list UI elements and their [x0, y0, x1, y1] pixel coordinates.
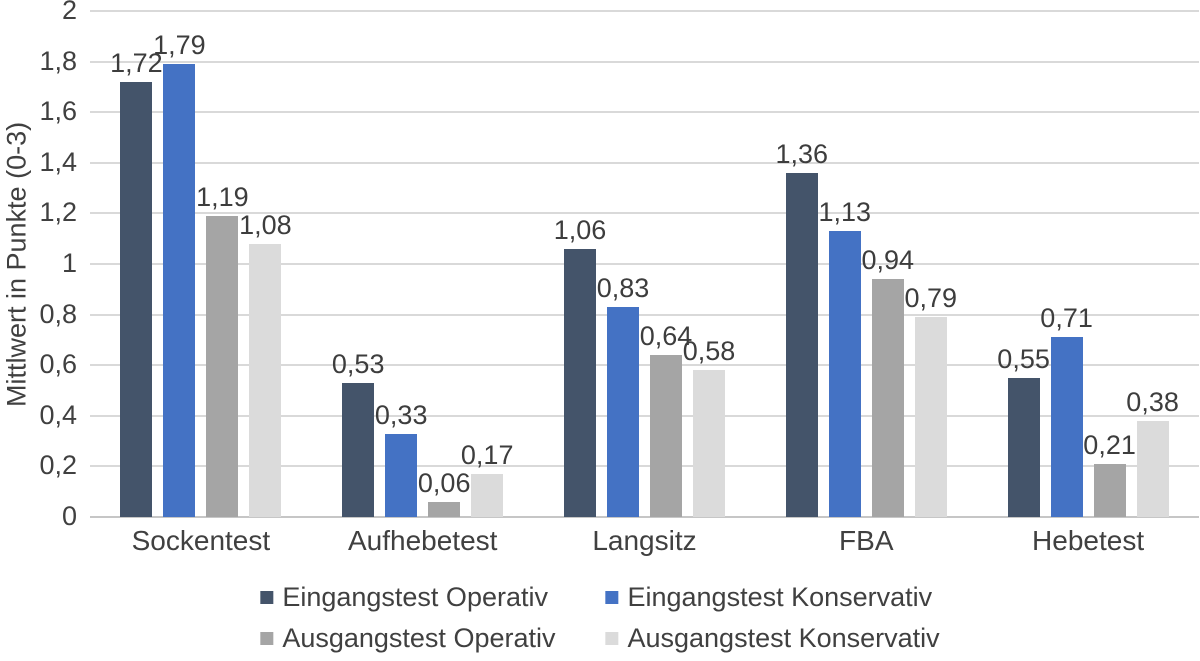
bar-value-label-ausgangstest-konservativ-fba: 0,79 — [904, 283, 958, 314]
bar-eingangstest-konservativ-sockentest — [153, 30, 206, 517]
bar-eingangstest-konservativ-fba — [818, 197, 872, 517]
bar-value-label-eingangstest-operativ-sockentest: 1,72 — [110, 47, 163, 78]
bar-ausgangstest-konservativ-langsitz — [682, 336, 736, 517]
bar-ausgangstest-konservativ-aufhebetest — [460, 440, 514, 517]
bar-value-label-eingangstest-konservativ-sockentest: 1,79 — [153, 30, 206, 61]
bar-value-label-eingangstest-operativ-hebetest: 0,55 — [997, 343, 1050, 374]
y-tick-label-0-4: 0,4 — [39, 399, 77, 430]
y-tick-label-1-6: 1,6 — [39, 96, 77, 127]
legend-item-eingangstest-operativ — [260, 583, 555, 613]
bar-ausgangstest-operativ-hebetest — [1083, 429, 1136, 517]
x-category-label-hebetest: Hebetest — [1032, 525, 1145, 556]
bar-value-label-ausgangstest-konservativ-sockentest: 1,08 — [239, 209, 292, 240]
bar-value-label-ausgangstest-operativ-fba: 0,94 — [861, 245, 915, 276]
legend-item-ausgangstest-konservativ — [605, 624, 939, 654]
bar-ausgangstest-operativ-aufhebetest — [417, 467, 471, 517]
plot-area — [90, 11, 1199, 517]
bar-eingangstest-konservativ-hebetest — [1040, 303, 1093, 517]
legend-label: Eingangstest Konservativ — [627, 582, 933, 612]
bar-value-label-eingangstest-operativ-langsitz: 1,06 — [553, 214, 607, 245]
bar-value-label-ausgangstest-konservativ-hebetest: 0,38 — [1126, 386, 1179, 417]
bar-ausgangstest-konservativ-sockentest — [239, 209, 292, 517]
legend — [260, 583, 939, 653]
bar-groups — [90, 11, 1199, 517]
legend-label: Eingangstest Operativ — [282, 582, 548, 612]
bar-value-label-ausgangstest-konservativ-langsitz: 0,58 — [682, 336, 736, 367]
x-category-label-fba: FBA — [839, 525, 894, 556]
legend-swatch-icon — [260, 591, 273, 604]
bar-value-label-eingangstest-konservativ-hebetest: 0,71 — [1040, 303, 1093, 334]
y-tick-label-1-4: 1,4 — [39, 146, 77, 177]
bar-value-label-ausgangstest-konservativ-aufhebetest: 0,17 — [460, 440, 514, 470]
legend-swatch-icon — [260, 632, 273, 645]
bar-ausgangstest-operativ-fba — [861, 245, 915, 517]
bar-eingangstest-operativ-hebetest — [997, 343, 1050, 517]
y-tick-label-0-2: 0,2 — [39, 450, 77, 481]
bar-group-aufhebetest — [312, 11, 534, 517]
bar-value-label-ausgangstest-operativ-langsitz: 0,64 — [639, 321, 693, 352]
bar-value-label-eingangstest-konservativ-fba: 1,13 — [818, 197, 872, 228]
bar-eingangstest-konservativ-langsitz — [596, 273, 650, 517]
bar-value-label-ausgangstest-operativ-sockentest: 1,19 — [196, 181, 249, 212]
bar-value-label-eingangstest-konservativ-langsitz: 0,83 — [596, 273, 650, 304]
bar-eingangstest-operativ-langsitz — [553, 214, 607, 517]
legend-label: Ausgangstest Operativ — [282, 622, 556, 653]
y-axis-title: Mittlwert in Punkte (0-3) — [1, 121, 32, 407]
bar-ausgangstest-operativ-langsitz — [639, 321, 693, 517]
legend-label: Ausgangstest Konservativ — [627, 622, 940, 653]
bar-group-langsitz — [534, 11, 756, 517]
bar-ausgangstest-operativ-sockentest — [196, 181, 249, 517]
x-axis-category-labels — [90, 526, 1199, 557]
legend-item-ausgangstest-operativ — [260, 624, 555, 654]
y-tick-label-0-6: 0,6 — [39, 349, 77, 380]
y-tick-label-2: 2 — [61, 0, 77, 25]
x-category-label-sockentest: Sockentest — [131, 525, 271, 556]
bar-value-label-eingangstest-konservativ-aufhebetest: 0,33 — [374, 399, 428, 430]
bar-eingangstest-konservativ-aufhebetest — [374, 399, 428, 517]
bar-value-label-ausgangstest-operativ-hebetest: 0,21 — [1083, 429, 1136, 460]
y-axis-tick-labels — [0, 0, 77, 531]
bar-ausgangstest-konservativ-hebetest — [1126, 386, 1179, 517]
y-tick-label-1: 1 — [61, 247, 77, 278]
x-category-label-aufhebetest: Aufhebetest — [347, 525, 498, 556]
bar-value-label-eingangstest-operativ-aufhebetest: 0,53 — [331, 348, 385, 379]
legend-swatch-icon — [605, 632, 618, 645]
bar-value-label-eingangstest-operativ-fba: 1,36 — [775, 138, 829, 169]
bar-ausgangstest-konservativ-fba — [904, 283, 958, 517]
bar-eingangstest-operativ-aufhebetest — [331, 348, 385, 517]
legend-item-eingangstest-konservativ — [605, 583, 939, 613]
y-tick-label-1-8: 1,8 — [39, 45, 77, 76]
x-category-label-langsitz: Langsitz — [592, 525, 697, 556]
legend-swatch-icon — [605, 591, 618, 604]
bar-eingangstest-operativ-sockentest — [110, 47, 163, 517]
y-tick-label-0: 0 — [61, 500, 77, 531]
bar-eingangstest-operativ-fba — [775, 138, 829, 517]
y-tick-label-0-8: 0,8 — [39, 298, 77, 329]
bar-group-sockentest — [90, 11, 312, 517]
bar-group-hebetest — [977, 11, 1199, 517]
bar-value-label-ausgangstest-operativ-aufhebetest: 0,06 — [417, 467, 471, 498]
y-tick-label-1-2: 1,2 — [39, 197, 77, 228]
bar-group-fba — [755, 11, 977, 517]
